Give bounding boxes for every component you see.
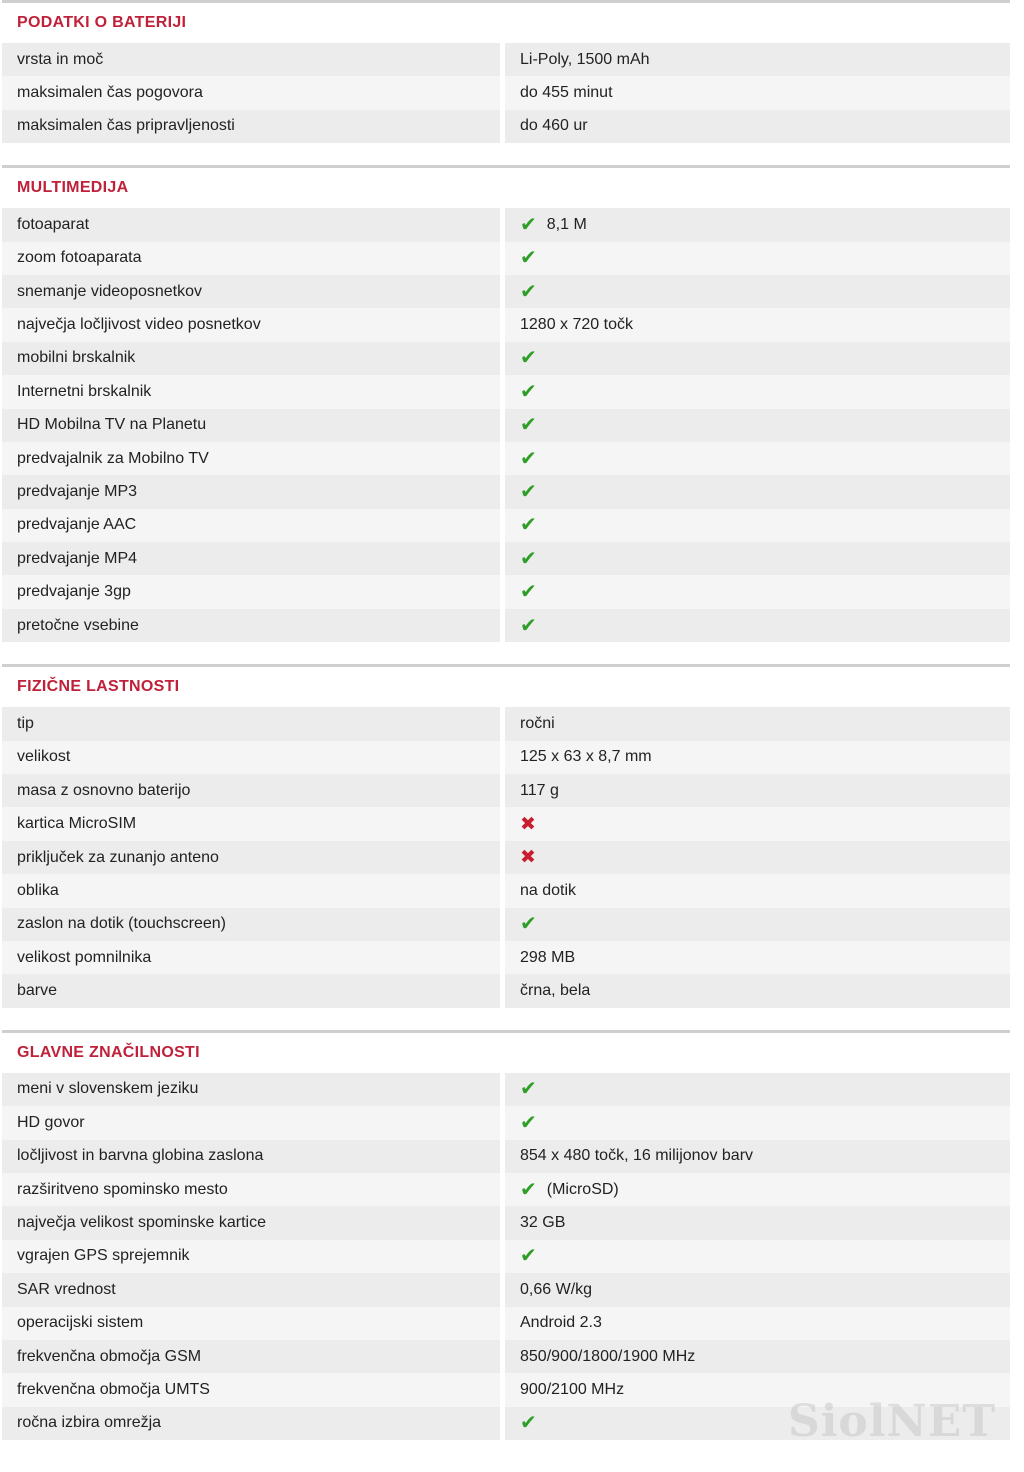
spec-value-cell [505,841,1010,874]
spec-row [2,308,1010,341]
spec-label: največja ločljivost video posnetkov [2,308,500,341]
spec-label: tip [2,707,500,740]
spec-value-cell [505,110,1010,143]
spec-row [2,242,1010,275]
spec-value-cell [505,609,1010,642]
spec-value-cell [505,1140,1010,1173]
spec-label: mobilni brskalnik [2,342,500,375]
check-icon: ✔ [520,1111,537,1134]
spec-value: 900/2100 MHz [520,1380,625,1398]
spec-value-cell [505,1240,1010,1273]
spec-row [2,1073,1010,1106]
watermark-logo: SiolNET [787,1396,996,1447]
spec-value: ročni [520,714,555,732]
spec-value: 0,66 W/kg [520,1280,593,1298]
cross-icon: ✖ [520,847,536,868]
spec-value-cell [505,43,1010,76]
spec-value-cell [505,941,1010,974]
spec-value-cell [505,874,1010,907]
spec-value: do 455 minut [520,84,613,102]
section-title: PODATKI O BATERIJI [2,0,1010,43]
spec-row [2,609,1010,642]
spec-value-cell [505,76,1010,109]
spec-row [2,409,1010,442]
spec-row [2,110,1010,143]
section-glavne-znacilnosti [2,1030,1010,1440]
section-gap [0,642,1024,664]
check-icon: ✔ [520,247,537,270]
spec-row [2,1273,1010,1306]
check-icon: ✔ [520,480,537,503]
spec-value: na dotik [520,881,577,899]
spec-row [2,741,1010,774]
spec-value-cell [505,409,1010,442]
spec-label: predvajanje AAC [2,509,500,542]
section-fizicne-lastnosti [2,664,1010,1008]
spec-label: operacijski sistem [2,1307,500,1340]
spec-label: zoom fotoaparata [2,242,500,275]
spec-label: zaslon na dotik (touchscreen) [2,908,500,941]
spec-row [2,208,1010,241]
spec-row [2,509,1010,542]
spec-value: 854 x 480 točk, 16 milijonov barv [520,1147,754,1165]
check-icon: ✔ [520,280,537,303]
spec-row [2,774,1010,807]
spec-row [2,908,1010,941]
spec-label: meni v slovenskem jeziku [2,1073,500,1106]
spec-row [2,43,1010,76]
spec-value-cell [505,1173,1010,1206]
spec-row [2,1206,1010,1239]
spec-value-cell [505,1307,1010,1340]
spec-value: 298 MB [520,948,576,966]
check-icon: ✔ [520,614,537,637]
spec-value: 850/900/1800/1900 MHz [520,1347,696,1365]
check-icon: ✔ [520,514,537,537]
spec-value: do 460 ur [520,117,588,135]
spec-value-cell [505,475,1010,508]
spec-value: 32 GB [520,1214,566,1232]
section-podatki-o-bateriji [2,0,1010,143]
spec-label: maksimalen čas pogovora [2,76,500,109]
spec-label: frekvenčna območja GSM [2,1340,500,1373]
spec-label: kartica MicroSIM [2,807,500,840]
spec-row [2,442,1010,475]
spec-row [2,941,1010,974]
spec-value-cell [505,208,1010,241]
spec-value: 1280 x 720 točk [520,316,633,334]
spec-row [2,275,1010,308]
spec-value-cell [505,1340,1010,1373]
spec-label: priključek za zunanjo anteno [2,841,500,874]
spec-value-cell [505,242,1010,275]
spec-label: Internetni brskalnik [2,375,500,408]
section-gap [0,1008,1024,1030]
check-icon: ✔ [520,1178,537,1201]
spec-row [2,1106,1010,1139]
section-title: MULTIMEDIJA [2,165,1010,208]
spec-value-cell [505,707,1010,740]
section-multimedija [2,165,1010,642]
spec-label: pretočne vsebine [2,609,500,642]
spec-value-cell [505,1273,1010,1306]
section-title: FIZIČNE LASTNOSTI [2,664,1010,707]
spec-value-cell [505,1073,1010,1106]
spec-label: ročna izbira omrežja [2,1407,500,1440]
spec-label: HD govor [2,1106,500,1139]
spec-value: 117 g [520,781,559,799]
spec-label: masa z osnovno baterijo [2,774,500,807]
spec-row [2,974,1010,1007]
spec-label: predvajanje 3gp [2,575,500,608]
spec-row [2,342,1010,375]
spec-label: maksimalen čas pripravljenosti [2,110,500,143]
spec-row [2,1173,1010,1206]
spec-label: HD Mobilna TV na Planetu [2,409,500,442]
spec-value: Android 2.3 [520,1314,602,1332]
check-icon: ✔ [520,447,537,470]
spec-value: Li-Poly, 1500 mAh [520,50,650,68]
spec-label: frekvenčna območja UMTS [2,1373,500,1406]
check-icon: ✔ [520,913,537,936]
spec-label: velikost [2,741,500,774]
spec-value-cell [505,509,1010,542]
spec-label: predvajalnik za Mobilno TV [2,442,500,475]
spec-row [2,874,1010,907]
spec-value-cell [505,442,1010,475]
spec-row [2,475,1010,508]
spec-row [2,575,1010,608]
check-icon: ✔ [520,414,537,437]
spec-value-cell [505,908,1010,941]
spec-label: največja velikost spominske kartice [2,1206,500,1239]
check-icon: ✔ [520,380,537,403]
spec-value-cell [505,308,1010,341]
page-edge [1010,0,1024,1472]
spec-row [2,542,1010,575]
spec-value-cell [505,974,1010,1007]
spec-row [2,375,1010,408]
spec-row [2,1240,1010,1273]
check-icon: ✔ [520,547,537,570]
spec-label: predvajanje MP3 [2,475,500,508]
spec-row [2,1140,1010,1173]
spec-value: (MicroSD) [546,1180,619,1198]
cross-icon: ✖ [520,813,536,835]
spec-value-cell [505,1106,1010,1139]
section-title: GLAVNE ZNAČILNOSTI [2,1030,1010,1073]
spec-label: razširitveno spominsko mesto [2,1173,500,1206]
spec-row [2,1340,1010,1373]
spec-row [2,841,1010,874]
spec-row [2,807,1010,840]
spec-label: oblika [2,874,500,907]
spec-label: velikost pomnilnika [2,941,500,974]
check-icon: ✔ [520,1412,537,1435]
spec-value-cell [505,275,1010,308]
spec-value: črna, bela [520,982,591,1000]
spec-label: barve [2,974,500,1007]
spec-label: SAR vrednost [2,1273,500,1306]
spec-value-cell [505,575,1010,608]
spec-label: vrsta in moč [2,43,500,76]
spec-row [2,1307,1010,1340]
spec-label: vgrajen GPS sprejemnik [2,1240,500,1273]
spec-row [2,707,1010,740]
spec-value-cell [505,774,1010,807]
spec-value-cell [505,542,1010,575]
spec-label: ločljivost in barvna globina zaslona [2,1140,500,1173]
spec-label: predvajanje MP4 [2,542,500,575]
check-icon: ✔ [520,581,537,604]
spec-value-cell [505,375,1010,408]
check-icon: ✔ [520,347,537,370]
spec-value: 125 x 63 x 8,7 mm [520,748,652,766]
check-icon: ✔ [520,1245,537,1268]
spec-value-cell [505,342,1010,375]
section-gap [0,143,1024,165]
spec-value-cell [505,1206,1010,1239]
spec-label: fotoaparat [2,208,500,241]
spec-value: 8,1 M [546,215,587,233]
check-icon: ✔ [520,1078,537,1101]
check-icon: ✔ [520,213,537,236]
spec-label: snemanje videoposnetkov [2,275,500,308]
spec-row [2,76,1010,109]
spec-value-cell [505,807,1010,840]
spec-value-cell [505,741,1010,774]
